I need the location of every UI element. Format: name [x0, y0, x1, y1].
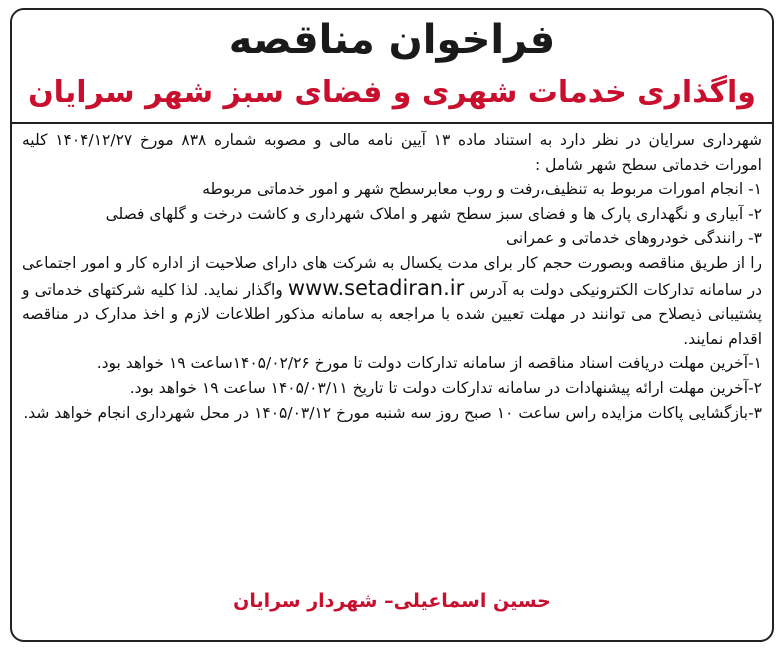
mayor-signature: حسین اسماعیلی– شهردار سرایان [233, 590, 551, 612]
service-item-2: ۲- آبیاری و نگهداری پارک ها و فضای سبز سطح شهر و املاک شهرداری و کاشت درخت و گلهای فصلی [105, 204, 762, 223]
deadline-3: ۳-بازگشایی پاکات مزایده راس ساعت ۱۰ صبح روز سه شنبه مورخ ۱۴۰۵/۰۳/۱۲ در محل شهرداری انجام خواهد شد. [23, 403, 762, 422]
intro-paragraph: شهرداری سرایان در نظر دارد به استناد ماده ۱۳ آیین نامه مالی و مصوبه شماره ۸۳۸ مورخ ۱۴۰۴/۱۲/۲۷ کلیه امورات خدماتی سطح شهر شامل : [22, 131, 763, 174]
notice-title: فراخوان مناقصه [228, 17, 556, 63]
setadiran-link[interactable]: www.setadiran.ir [287, 275, 465, 300]
deadline-1: ۱-آخرین مهلت دریافت اسناد مناقصه از سامانه تدارکات دولت تا مورخ ۱۴۰۵/۰۲/۲۶ساعت ۱۹ خواهد بود. [96, 354, 762, 373]
deadline-2: ۲-آخرین مهلت ارائه پیشنهادات در سامانه تدارکات دولت تا تاریخ ۱۴۰۵/۰۳/۱۱ ساعت ۱۹ خواهد بود. [129, 378, 762, 397]
tender-text-before-url: را از طریق مناقصه وبصورت حجم کار برای مدت یکسال به شرکت های دارای صلاحیت از اداره کار و امور اجتماعی در سامانه تدارکات الکترونیکی دولت به آدرس [22, 253, 762, 299]
notice-header [12, 10, 772, 122]
service-item-3: ۳- رانندگی خودروهای خدماتی و عمرانی [505, 229, 762, 248]
tender-text-after-url: واگذار نماید. لذا کلیه شرکتهای خدماتی و پشتیبانی ذیصلاح می توانند در مهلت تعیین شده با مراجعه به سامانه مذکور اطلاعات لازم و اخذ مدارک در مناقصه اقدام نمایند. [22, 280, 762, 348]
header-divider [12, 122, 772, 124]
tender-paragraph [22, 251, 762, 351]
notice-body [22, 128, 762, 425]
service-item-1: ۱- انجام امورات مربوط به تنظیف،رفت و روب معابرسطح شهر و امور خدماتی مربوطه [202, 180, 762, 199]
notice-frame [10, 8, 774, 642]
notice-subtitle: واگذاری خدمات شهری و فضای سبز شهر سرایان [28, 75, 756, 110]
